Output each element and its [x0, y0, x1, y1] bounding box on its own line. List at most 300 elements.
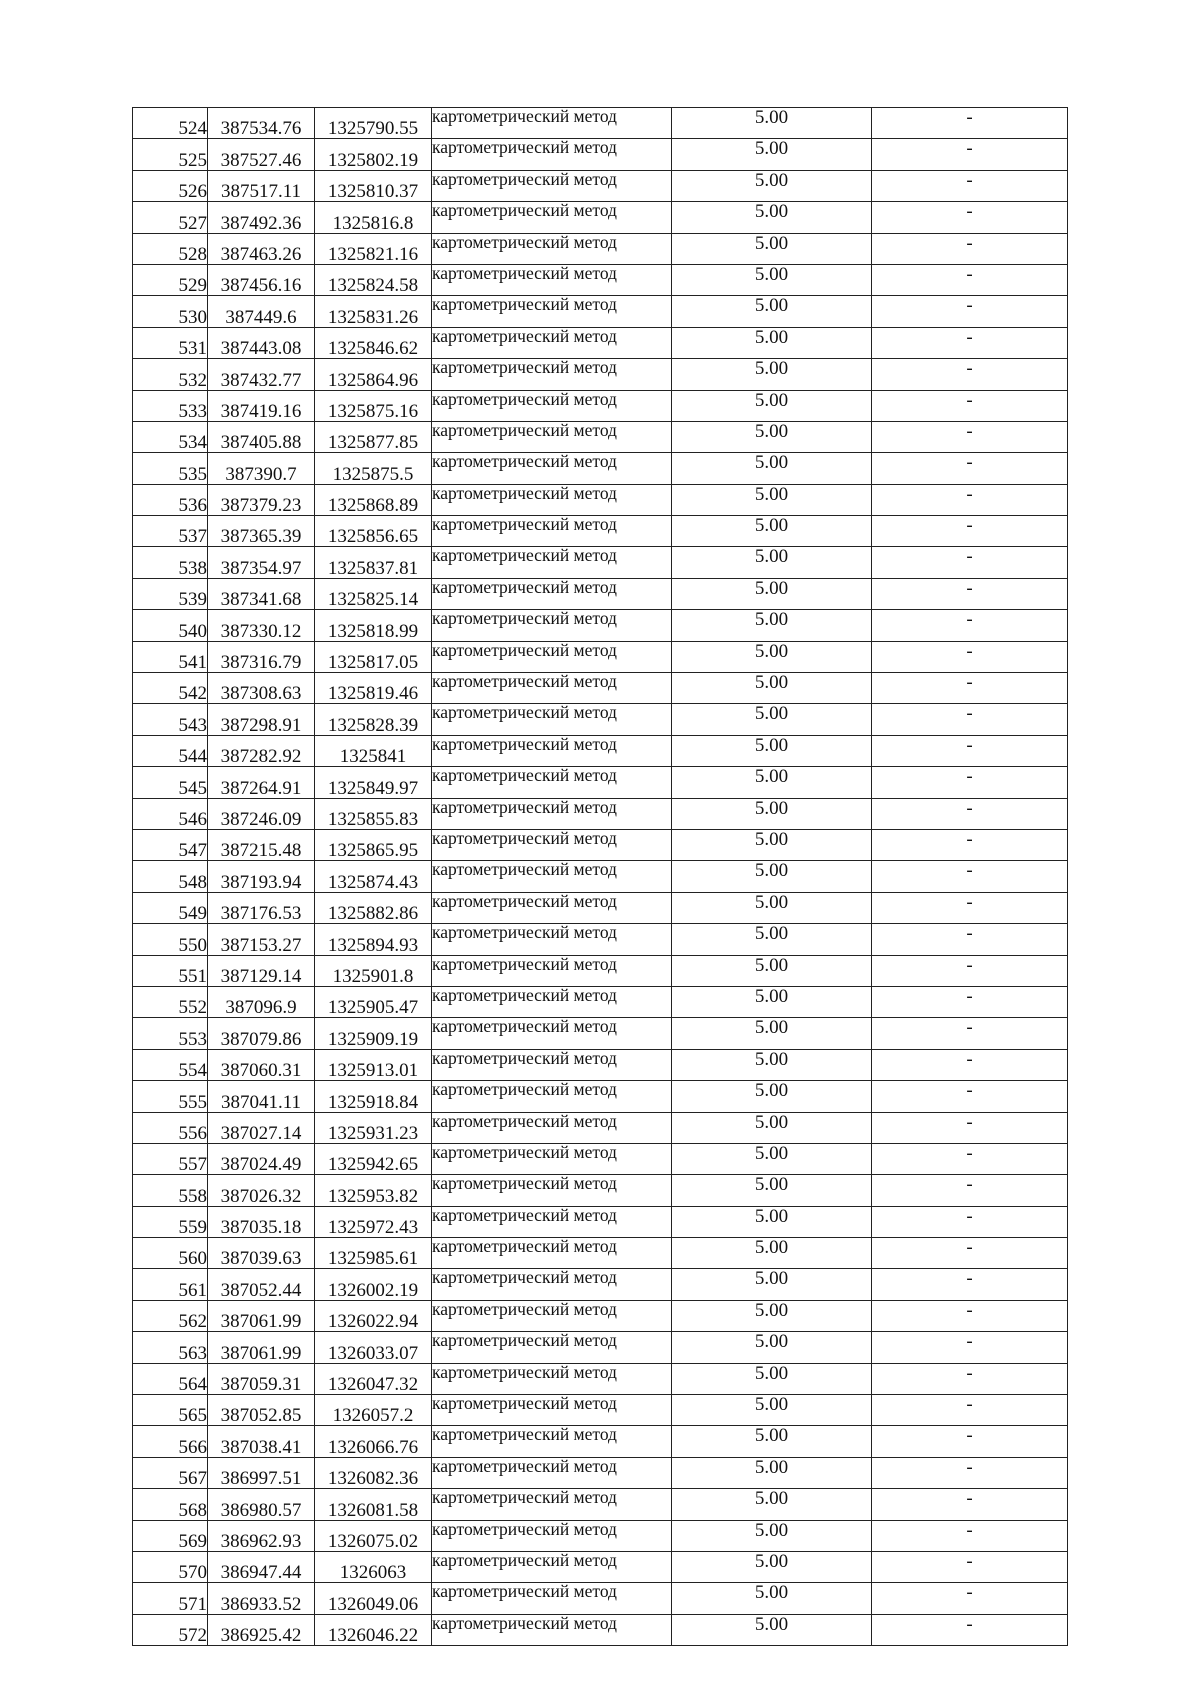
- point-number-cell: 540: [133, 610, 208, 641]
- method-cell: картометрический метод: [432, 547, 672, 578]
- description-cell: -: [872, 421, 1068, 452]
- description-cell: -: [872, 1457, 1068, 1488]
- method-cell: картометрический метод: [432, 1489, 672, 1520]
- y-coordinate-cell: 1326022.94: [315, 1300, 432, 1331]
- precision-cell: 5.00: [672, 1143, 872, 1174]
- y-coordinate-cell: 1325901.8: [315, 955, 432, 986]
- precision-cell: 5.00: [672, 327, 872, 358]
- point-number-cell: 527: [133, 202, 208, 233]
- y-coordinate-cell: 1326047.32: [315, 1363, 432, 1394]
- x-coordinate-cell: 387379.23: [208, 484, 315, 515]
- x-coordinate-cell: 386962.93: [208, 1520, 315, 1551]
- table-row: [133, 1269, 1068, 1300]
- method-cell: картометрический метод: [432, 170, 672, 201]
- table-row: [133, 924, 1068, 955]
- method-cell: картометрический метод: [432, 1049, 672, 1080]
- point-number-cell: 551: [133, 955, 208, 986]
- description-cell: -: [872, 484, 1068, 515]
- table-row: [133, 1332, 1068, 1363]
- description-cell: -: [872, 1395, 1068, 1426]
- point-number-cell: 560: [133, 1238, 208, 1269]
- precision-cell: 5.00: [672, 1332, 872, 1363]
- point-number-cell: 539: [133, 578, 208, 609]
- y-coordinate-cell: 1326049.06: [315, 1583, 432, 1614]
- method-cell: картометрический метод: [432, 484, 672, 515]
- precision-cell: 5.00: [672, 453, 872, 484]
- precision-cell: 5.00: [672, 547, 872, 578]
- point-number-cell: 564: [133, 1363, 208, 1394]
- x-coordinate-cell: 387059.31: [208, 1363, 315, 1394]
- x-coordinate-cell: 386947.44: [208, 1551, 315, 1582]
- precision-cell: 5.00: [672, 1551, 872, 1582]
- x-coordinate-cell: 387052.85: [208, 1395, 315, 1426]
- point-number-cell: 553: [133, 1018, 208, 1049]
- table-row: [133, 1551, 1068, 1582]
- method-cell: картометрический метод: [432, 1457, 672, 1488]
- precision-cell: 5.00: [672, 359, 872, 390]
- table-row: [133, 547, 1068, 578]
- point-number-cell: 550: [133, 924, 208, 955]
- method-cell: картометрический метод: [432, 735, 672, 766]
- table-row: [133, 1238, 1068, 1269]
- description-cell: -: [872, 139, 1068, 170]
- point-number-cell: 558: [133, 1175, 208, 1206]
- table-row: [133, 610, 1068, 641]
- precision-cell: 5.00: [672, 1300, 872, 1331]
- description-cell: -: [872, 1238, 1068, 1269]
- y-coordinate-cell: 1325918.84: [315, 1081, 432, 1112]
- precision-cell: 5.00: [672, 139, 872, 170]
- precision-cell: 5.00: [672, 1457, 872, 1488]
- x-coordinate-cell: 387517.11: [208, 170, 315, 201]
- x-coordinate-cell: 387153.27: [208, 924, 315, 955]
- table-row: [133, 1206, 1068, 1237]
- precision-cell: 5.00: [672, 1081, 872, 1112]
- y-coordinate-cell: 1326002.19: [315, 1269, 432, 1300]
- method-cell: картометрический метод: [432, 955, 672, 986]
- point-number-cell: 543: [133, 704, 208, 735]
- description-cell: -: [872, 1269, 1068, 1300]
- x-coordinate-cell: 387027.14: [208, 1112, 315, 1143]
- table-row: [133, 1395, 1068, 1426]
- y-coordinate-cell: 1325875.5: [315, 453, 432, 484]
- y-coordinate-cell: 1325953.82: [315, 1175, 432, 1206]
- y-coordinate-cell: 1325855.83: [315, 798, 432, 829]
- x-coordinate-cell: 387039.63: [208, 1238, 315, 1269]
- method-cell: картометрический метод: [432, 1583, 672, 1614]
- method-cell: картометрический метод: [432, 798, 672, 829]
- method-cell: картометрический метод: [432, 1332, 672, 1363]
- table-row: [133, 139, 1068, 170]
- method-cell: картометрический метод: [432, 673, 672, 704]
- x-coordinate-cell: 387246.09: [208, 798, 315, 829]
- x-coordinate-cell: 387215.48: [208, 829, 315, 860]
- x-coordinate-cell: 387176.53: [208, 892, 315, 923]
- x-coordinate-cell: 386933.52: [208, 1583, 315, 1614]
- table-row: [133, 1049, 1068, 1080]
- description-cell: -: [872, 327, 1068, 358]
- y-coordinate-cell: 1325831.26: [315, 296, 432, 327]
- y-coordinate-cell: 1326063: [315, 1551, 432, 1582]
- method-cell: картометрический метод: [432, 264, 672, 295]
- description-cell: -: [872, 641, 1068, 672]
- table-row: [133, 1426, 1068, 1457]
- y-coordinate-cell: 1325868.89: [315, 484, 432, 515]
- y-coordinate-cell: 1325828.39: [315, 704, 432, 735]
- description-cell: -: [872, 767, 1068, 798]
- method-cell: картометрический метод: [432, 1520, 672, 1551]
- precision-cell: 5.00: [672, 986, 872, 1017]
- method-cell: картометрический метод: [432, 327, 672, 358]
- precision-cell: 5.00: [672, 170, 872, 201]
- point-number-cell: 570: [133, 1551, 208, 1582]
- x-coordinate-cell: 387308.63: [208, 673, 315, 704]
- method-cell: картометрический метод: [432, 1143, 672, 1174]
- precision-cell: 5.00: [672, 421, 872, 452]
- point-number-cell: 541: [133, 641, 208, 672]
- description-cell: -: [872, 892, 1068, 923]
- description-cell: -: [872, 296, 1068, 327]
- description-cell: -: [872, 1206, 1068, 1237]
- point-number-cell: 552: [133, 986, 208, 1017]
- method-cell: картометрический метод: [432, 1081, 672, 1112]
- method-cell: картометрический метод: [432, 1238, 672, 1269]
- x-coordinate-cell: 387193.94: [208, 861, 315, 892]
- x-coordinate-cell: 387035.18: [208, 1206, 315, 1237]
- table-row: [133, 767, 1068, 798]
- precision-cell: 5.00: [672, 233, 872, 264]
- description-cell: -: [872, 1332, 1068, 1363]
- method-cell: картометрический метод: [432, 1206, 672, 1237]
- table-row: [133, 735, 1068, 766]
- y-coordinate-cell: 1325837.81: [315, 547, 432, 578]
- table-row: [133, 829, 1068, 860]
- y-coordinate-cell: 1326081.58: [315, 1489, 432, 1520]
- point-number-cell: 530: [133, 296, 208, 327]
- x-coordinate-cell: 387061.99: [208, 1300, 315, 1331]
- y-coordinate-cell: 1326075.02: [315, 1520, 432, 1551]
- point-number-cell: 548: [133, 861, 208, 892]
- description-cell: -: [872, 1175, 1068, 1206]
- method-cell: картометрический метод: [432, 1426, 672, 1457]
- x-coordinate-cell: 387079.86: [208, 1018, 315, 1049]
- x-coordinate-cell: 387316.79: [208, 641, 315, 672]
- description-cell: -: [872, 1081, 1068, 1112]
- table-row: [133, 1018, 1068, 1049]
- method-cell: картометрический метод: [432, 767, 672, 798]
- table-row: [133, 1457, 1068, 1488]
- table-row: [133, 484, 1068, 515]
- table-row: [133, 202, 1068, 233]
- precision-cell: 5.00: [672, 516, 872, 547]
- table-row: [133, 1614, 1068, 1645]
- y-coordinate-cell: 1325856.65: [315, 516, 432, 547]
- point-number-cell: 526: [133, 170, 208, 201]
- point-number-cell: 559: [133, 1206, 208, 1237]
- y-coordinate-cell: 1326066.76: [315, 1426, 432, 1457]
- x-coordinate-cell: 387419.16: [208, 390, 315, 421]
- description-cell: -: [872, 924, 1068, 955]
- point-number-cell: 565: [133, 1395, 208, 1426]
- point-number-cell: 534: [133, 421, 208, 452]
- y-coordinate-cell: 1325877.85: [315, 421, 432, 452]
- y-coordinate-cell: 1325985.61: [315, 1238, 432, 1269]
- point-number-cell: 567: [133, 1457, 208, 1488]
- description-cell: -: [872, 1614, 1068, 1645]
- point-number-cell: 568: [133, 1489, 208, 1520]
- table-row: [133, 1081, 1068, 1112]
- method-cell: картометрический метод: [432, 202, 672, 233]
- precision-cell: 5.00: [672, 798, 872, 829]
- description-cell: -: [872, 1489, 1068, 1520]
- point-number-cell: 549: [133, 892, 208, 923]
- y-coordinate-cell: 1325865.95: [315, 829, 432, 860]
- x-coordinate-cell: 386980.57: [208, 1489, 315, 1520]
- y-coordinate-cell: 1325894.93: [315, 924, 432, 955]
- table-row: [133, 1583, 1068, 1614]
- point-number-cell: 528: [133, 233, 208, 264]
- precision-cell: 5.00: [672, 1112, 872, 1143]
- x-coordinate-cell: 386925.42: [208, 1614, 315, 1645]
- x-coordinate-cell: 387463.26: [208, 233, 315, 264]
- description-cell: -: [872, 1520, 1068, 1551]
- y-coordinate-cell: 1326033.07: [315, 1332, 432, 1363]
- table-row: [133, 170, 1068, 201]
- method-cell: картометрический метод: [432, 1112, 672, 1143]
- description-cell: -: [872, 673, 1068, 704]
- y-coordinate-cell: 1325825.14: [315, 578, 432, 609]
- point-number-cell: 561: [133, 1269, 208, 1300]
- description-cell: -: [872, 1551, 1068, 1582]
- x-coordinate-cell: 387449.6: [208, 296, 315, 327]
- table-row: [133, 1112, 1068, 1143]
- x-coordinate-cell: 387024.49: [208, 1143, 315, 1174]
- precision-cell: 5.00: [672, 892, 872, 923]
- precision-cell: 5.00: [672, 296, 872, 327]
- x-coordinate-cell: 387038.41: [208, 1426, 315, 1457]
- x-coordinate-cell: 387432.77: [208, 359, 315, 390]
- precision-cell: 5.00: [672, 202, 872, 233]
- x-coordinate-cell: 387492.36: [208, 202, 315, 233]
- precision-cell: 5.00: [672, 1489, 872, 1520]
- y-coordinate-cell: 1325810.37: [315, 170, 432, 201]
- table-row: [133, 421, 1068, 452]
- point-number-cell: 572: [133, 1614, 208, 1645]
- y-coordinate-cell: 1325905.47: [315, 986, 432, 1017]
- method-cell: картометрический метод: [432, 296, 672, 327]
- point-number-cell: 563: [133, 1332, 208, 1363]
- description-cell: -: [872, 798, 1068, 829]
- precision-cell: 5.00: [672, 1238, 872, 1269]
- description-cell: -: [872, 1143, 1068, 1174]
- description-cell: -: [872, 578, 1068, 609]
- method-cell: картометрический метод: [432, 704, 672, 735]
- x-coordinate-cell: 387365.39: [208, 516, 315, 547]
- x-coordinate-cell: 387264.91: [208, 767, 315, 798]
- x-coordinate-cell: 387282.92: [208, 735, 315, 766]
- method-cell: картометрический метод: [432, 390, 672, 421]
- point-number-cell: 547: [133, 829, 208, 860]
- table-row: [133, 359, 1068, 390]
- point-number-cell: 535: [133, 453, 208, 484]
- y-coordinate-cell: 1325942.65: [315, 1143, 432, 1174]
- method-cell: картометрический метод: [432, 610, 672, 641]
- point-number-cell: 571: [133, 1583, 208, 1614]
- x-coordinate-cell: 387390.7: [208, 453, 315, 484]
- y-coordinate-cell: 1326082.36: [315, 1457, 432, 1488]
- table-row: [133, 108, 1068, 139]
- precision-cell: 5.00: [672, 767, 872, 798]
- precision-cell: 5.00: [672, 673, 872, 704]
- point-number-cell: 544: [133, 735, 208, 766]
- method-cell: картометрический метод: [432, 1551, 672, 1582]
- y-coordinate-cell: 1325817.05: [315, 641, 432, 672]
- y-coordinate-cell: 1325841: [315, 735, 432, 766]
- y-coordinate-cell: 1325849.97: [315, 767, 432, 798]
- point-number-cell: 533: [133, 390, 208, 421]
- description-cell: -: [872, 1583, 1068, 1614]
- description-cell: -: [872, 390, 1068, 421]
- precision-cell: 5.00: [672, 704, 872, 735]
- table-row: [133, 1520, 1068, 1551]
- point-number-cell: 557: [133, 1143, 208, 1174]
- y-coordinate-cell: 1325875.16: [315, 390, 432, 421]
- method-cell: картометрический метод: [432, 1395, 672, 1426]
- point-number-cell: 542: [133, 673, 208, 704]
- precision-cell: 5.00: [672, 1395, 872, 1426]
- method-cell: картометрический метод: [432, 861, 672, 892]
- x-coordinate-cell: 387060.31: [208, 1049, 315, 1080]
- description-cell: -: [872, 861, 1068, 892]
- point-number-cell: 524: [133, 108, 208, 139]
- table-row: [133, 861, 1068, 892]
- x-coordinate-cell: 387096.9: [208, 986, 315, 1017]
- method-cell: картометрический метод: [432, 1175, 672, 1206]
- method-cell: картометрический метод: [432, 233, 672, 264]
- description-cell: -: [872, 547, 1068, 578]
- precision-cell: 5.00: [672, 735, 872, 766]
- table-row: [133, 264, 1068, 295]
- coordinates-table: [132, 107, 1068, 1646]
- point-number-cell: 569: [133, 1520, 208, 1551]
- table-row: [133, 1143, 1068, 1174]
- table-row: [133, 390, 1068, 421]
- precision-cell: 5.00: [672, 578, 872, 609]
- precision-cell: 5.00: [672, 641, 872, 672]
- precision-cell: 5.00: [672, 861, 872, 892]
- precision-cell: 5.00: [672, 1520, 872, 1551]
- description-cell: -: [872, 453, 1068, 484]
- precision-cell: 5.00: [672, 1206, 872, 1237]
- precision-cell: 5.00: [672, 390, 872, 421]
- point-number-cell: 566: [133, 1426, 208, 1457]
- precision-cell: 5.00: [672, 264, 872, 295]
- description-cell: -: [872, 1300, 1068, 1331]
- description-cell: -: [872, 1363, 1068, 1394]
- point-number-cell: 554: [133, 1049, 208, 1080]
- description-cell: -: [872, 1112, 1068, 1143]
- method-cell: картометрический метод: [432, 1614, 672, 1645]
- point-number-cell: 536: [133, 484, 208, 515]
- description-cell: -: [872, 108, 1068, 139]
- description-cell: -: [872, 1426, 1068, 1457]
- point-number-cell: 531: [133, 327, 208, 358]
- method-cell: картометрический метод: [432, 986, 672, 1017]
- table-row: [133, 704, 1068, 735]
- x-coordinate-cell: 387129.14: [208, 955, 315, 986]
- precision-cell: 5.00: [672, 829, 872, 860]
- description-cell: -: [872, 233, 1068, 264]
- table-row: [133, 1300, 1068, 1331]
- table-row: [133, 453, 1068, 484]
- table-row: [133, 986, 1068, 1017]
- point-number-cell: 562: [133, 1300, 208, 1331]
- description-cell: -: [872, 359, 1068, 390]
- precision-cell: 5.00: [672, 1426, 872, 1457]
- method-cell: картометрический метод: [432, 108, 672, 139]
- precision-cell: 5.00: [672, 108, 872, 139]
- description-cell: -: [872, 955, 1068, 986]
- table-row: [133, 296, 1068, 327]
- table-row: [133, 233, 1068, 264]
- table-row: [133, 578, 1068, 609]
- table-row: [133, 1489, 1068, 1520]
- y-coordinate-cell: 1326046.22: [315, 1614, 432, 1645]
- y-coordinate-cell: 1325874.43: [315, 861, 432, 892]
- method-cell: картометрический метод: [432, 578, 672, 609]
- table-row: [133, 1175, 1068, 1206]
- x-coordinate-cell: 387354.97: [208, 547, 315, 578]
- table-row: [133, 641, 1068, 672]
- coordinates-table-body: [133, 108, 1068, 1646]
- table-row: [133, 892, 1068, 923]
- x-coordinate-cell: 387041.11: [208, 1081, 315, 1112]
- y-coordinate-cell: 1326057.2: [315, 1395, 432, 1426]
- point-number-cell: 538: [133, 547, 208, 578]
- table-row: [133, 673, 1068, 704]
- table-row: [133, 1363, 1068, 1394]
- precision-cell: 5.00: [672, 1049, 872, 1080]
- y-coordinate-cell: 1325824.58: [315, 264, 432, 295]
- precision-cell: 5.00: [672, 1269, 872, 1300]
- x-coordinate-cell: 387534.76: [208, 108, 315, 139]
- precision-cell: 5.00: [672, 924, 872, 955]
- description-cell: -: [872, 986, 1068, 1017]
- method-cell: картометрический метод: [432, 641, 672, 672]
- x-coordinate-cell: 386997.51: [208, 1457, 315, 1488]
- description-cell: -: [872, 1049, 1068, 1080]
- precision-cell: 5.00: [672, 955, 872, 986]
- y-coordinate-cell: 1325909.19: [315, 1018, 432, 1049]
- method-cell: картометрический метод: [432, 892, 672, 923]
- x-coordinate-cell: 387527.46: [208, 139, 315, 170]
- table-row: [133, 955, 1068, 986]
- y-coordinate-cell: 1325913.01: [315, 1049, 432, 1080]
- x-coordinate-cell: 387456.16: [208, 264, 315, 295]
- x-coordinate-cell: 387298.91: [208, 704, 315, 735]
- description-cell: -: [872, 516, 1068, 547]
- method-cell: картометрический метод: [432, 139, 672, 170]
- y-coordinate-cell: 1325846.62: [315, 327, 432, 358]
- precision-cell: 5.00: [672, 1018, 872, 1049]
- method-cell: картометрический метод: [432, 1300, 672, 1331]
- y-coordinate-cell: 1325972.43: [315, 1206, 432, 1237]
- description-cell: -: [872, 610, 1068, 641]
- table-row: [133, 516, 1068, 547]
- description-cell: -: [872, 202, 1068, 233]
- precision-cell: 5.00: [672, 1614, 872, 1645]
- x-coordinate-cell: 387443.08: [208, 327, 315, 358]
